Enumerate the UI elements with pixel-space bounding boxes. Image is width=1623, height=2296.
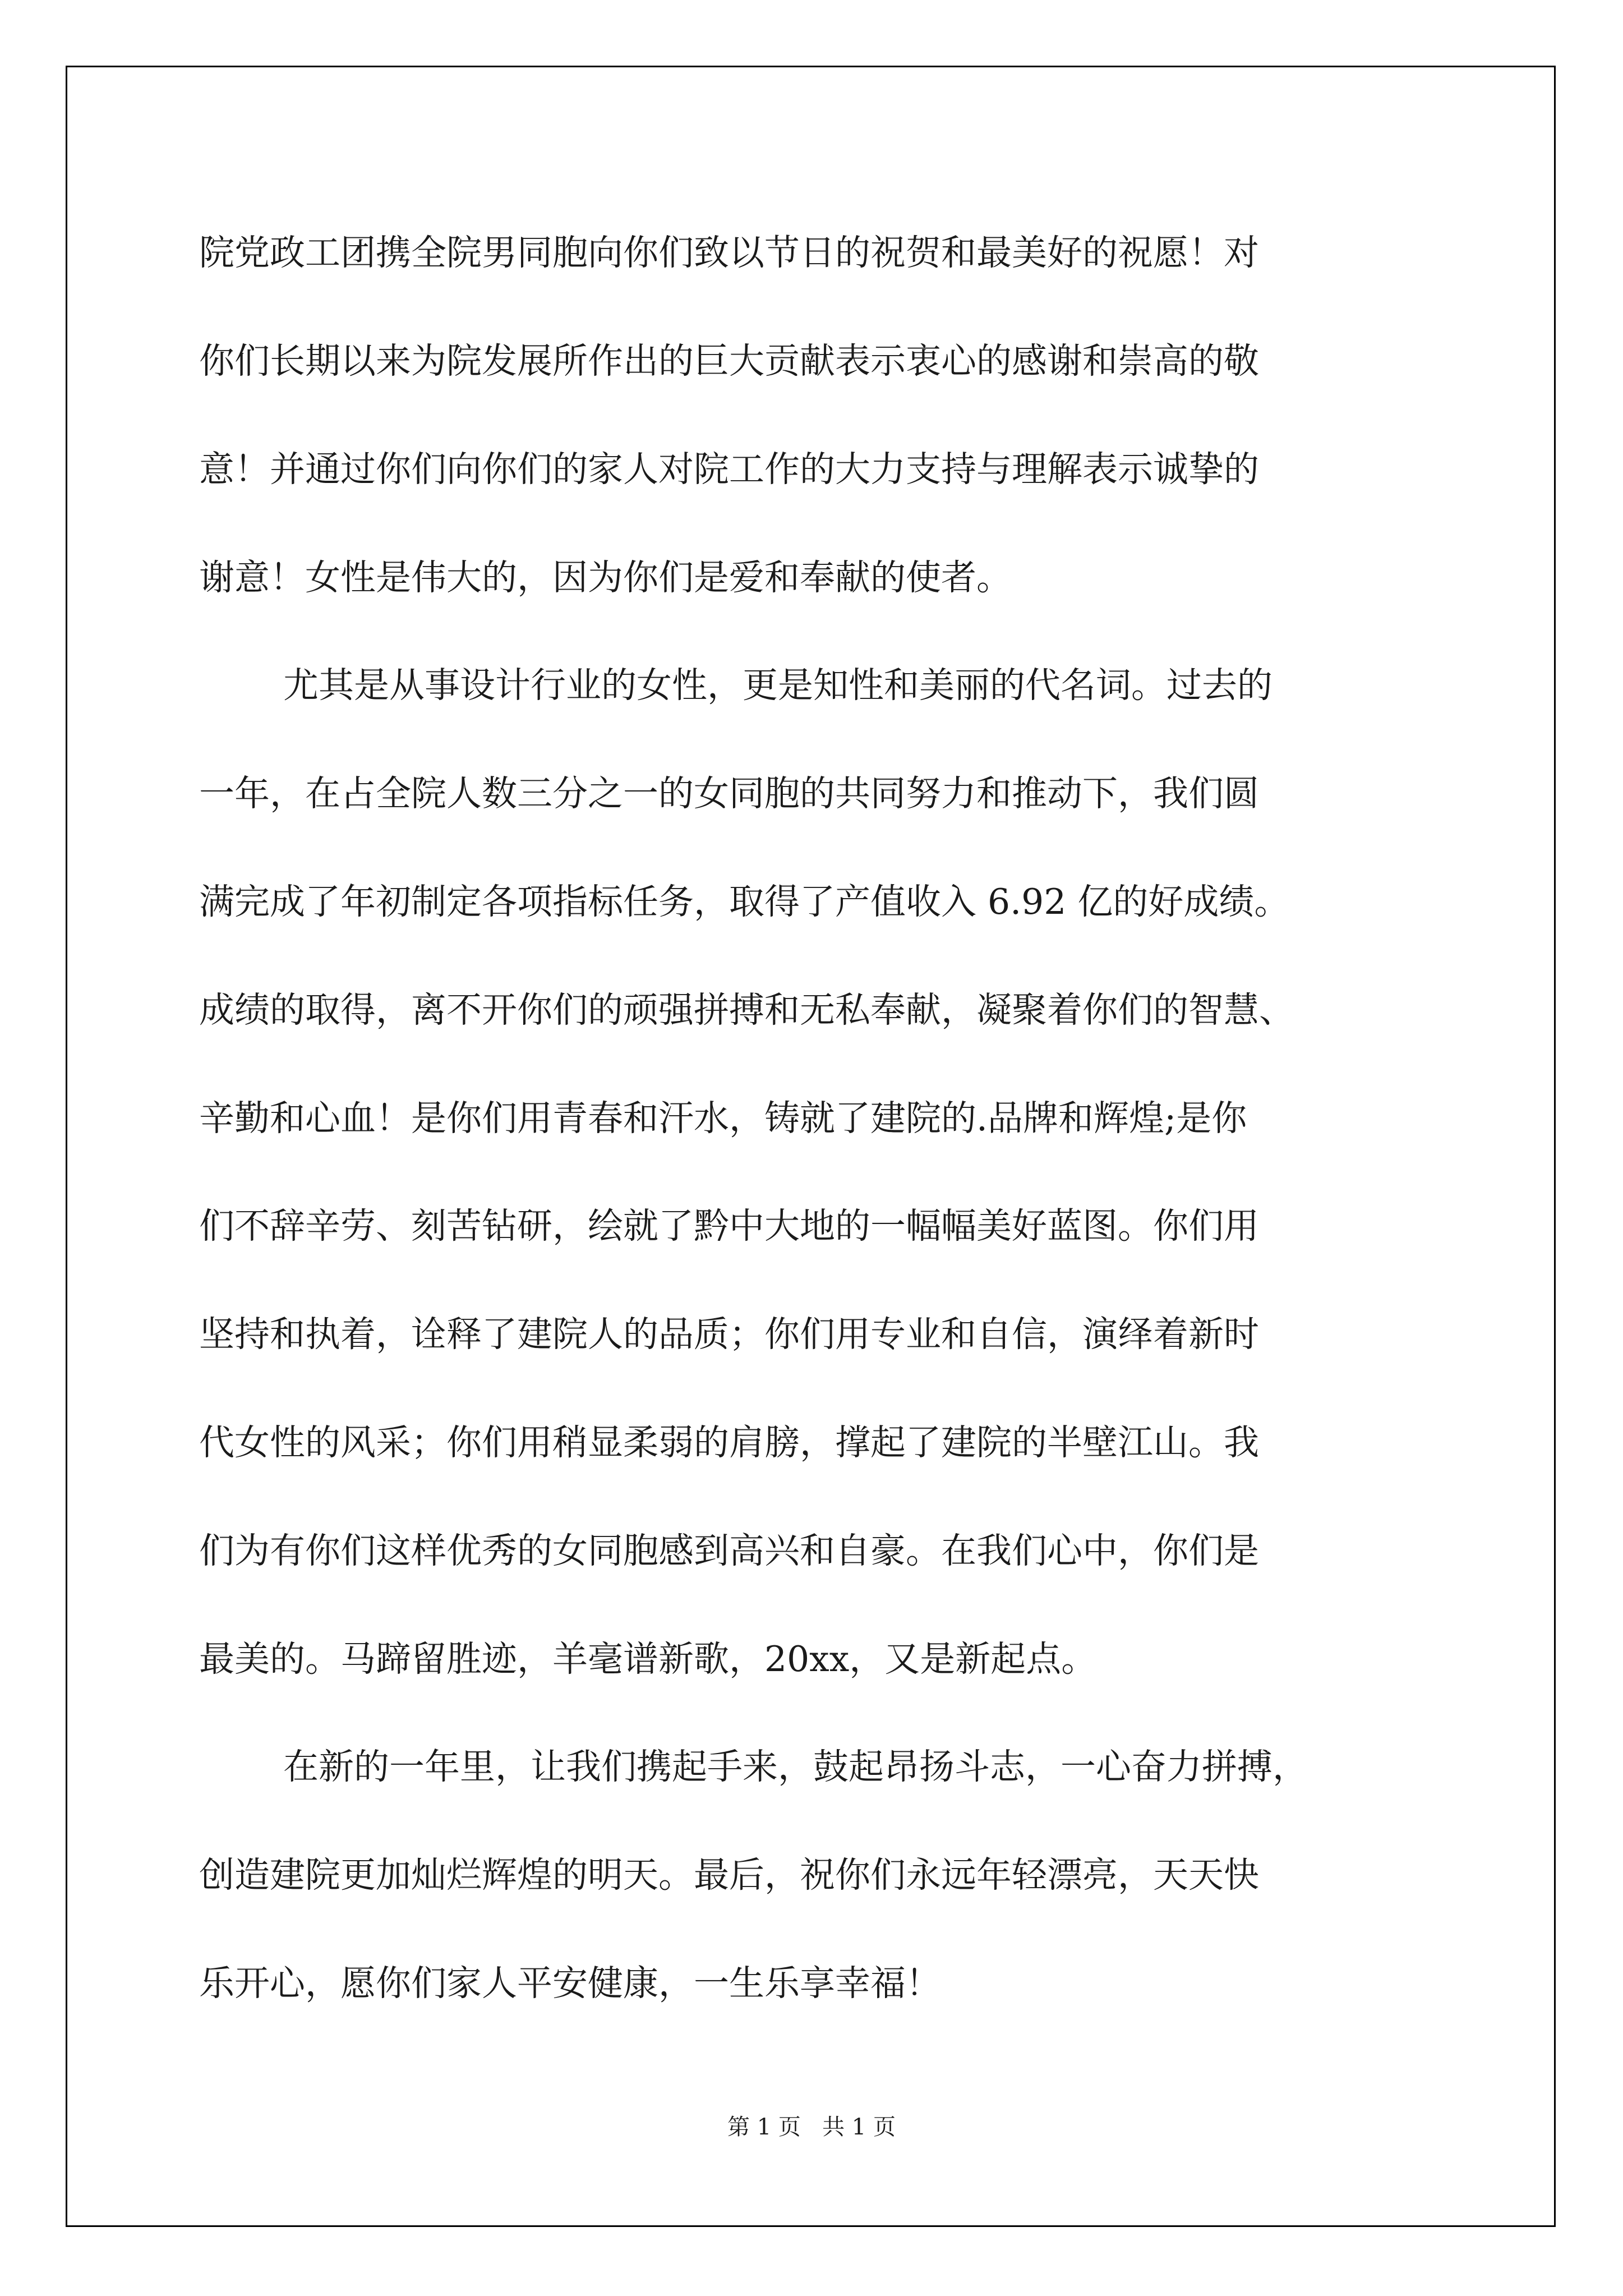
paragraph-3-line-2: 创造建院更加灿烂辉煌的明天。最后，祝你们永远年轻漂亮，天天快 [199, 1855, 1259, 1895]
paragraph-2-line-3: 满完成了年初制定各项指标任务，取得了产值收入 6.92 亿的好成绩。 [199, 881, 1290, 922]
paragraph-1-line-1: 院党政工团携全院男同胞向你们致以节日的祝贺和最美好的祝愿！对 [199, 232, 1259, 273]
paragraph-2-line-9: 们为有你们这样优秀的女同胞感到高兴和自豪。在我们心中，你们是 [199, 1530, 1259, 1571]
paragraph-2-line-5: 辛勤和心血！是你们用青春和汗水，铸就了建院的.品牌和辉煌;是你 [199, 1098, 1247, 1139]
paragraph-2-line-1: 尤其是从事设计行业的女性，更是知性和美丽的代名词。过去的 [283, 665, 1272, 706]
page-border [66, 66, 1556, 2227]
paragraph-1-line-3: 意！并通过你们向你们的家人对院工作的大力支持与理解表示诚挚的 [199, 449, 1259, 490]
paragraph-3-line-1: 在新的一年里，让我们携起手来，鼓起昂扬斗志，一心奋力拼搏， [283, 1746, 1308, 1787]
paragraph-2-line-7: 坚持和执着，诠释了建院人的品质；你们用专业和自信，演绎着新时 [199, 1314, 1259, 1355]
paragraph-1-line-4: 谢意！女性是伟大的，因为你们是爱和奉献的使者。 [199, 557, 1012, 598]
page-number-footer: 第 1 页 共 1 页 [727, 2114, 896, 2140]
paragraph-2-line-8: 代女性的风采；你们用稍显柔弱的肩膀，撑起了建院的半壁江山。我 [199, 1422, 1259, 1463]
paragraph-2-line-4: 成绩的取得，离不开你们的顽强拼搏和无私奉献，凝聚着你们的智慧、 [199, 990, 1294, 1030]
paragraph-3-line-3: 乐开心，愿你们家人平安健康，一生乐享幸福！ [199, 1963, 941, 2004]
paragraph-2-line-10: 最美的。马蹄留胜迹，羊毫谱新歌，20xx，又是新起点。 [199, 1639, 1097, 1680]
paragraph-2-line-6: 们不辞辛劳、刻苦钻研，绘就了黔中大地的一幅幅美好蓝图。你们用 [199, 1205, 1259, 1246]
paragraph-2-line-2: 一年，在占全院人数三分之一的女同胞的共同努力和推动下，我们圆 [199, 773, 1259, 814]
paragraph-1-line-2: 你们长期以来为院发展所作出的巨大贡献表示衷心的感谢和崇高的敬 [199, 341, 1259, 381]
